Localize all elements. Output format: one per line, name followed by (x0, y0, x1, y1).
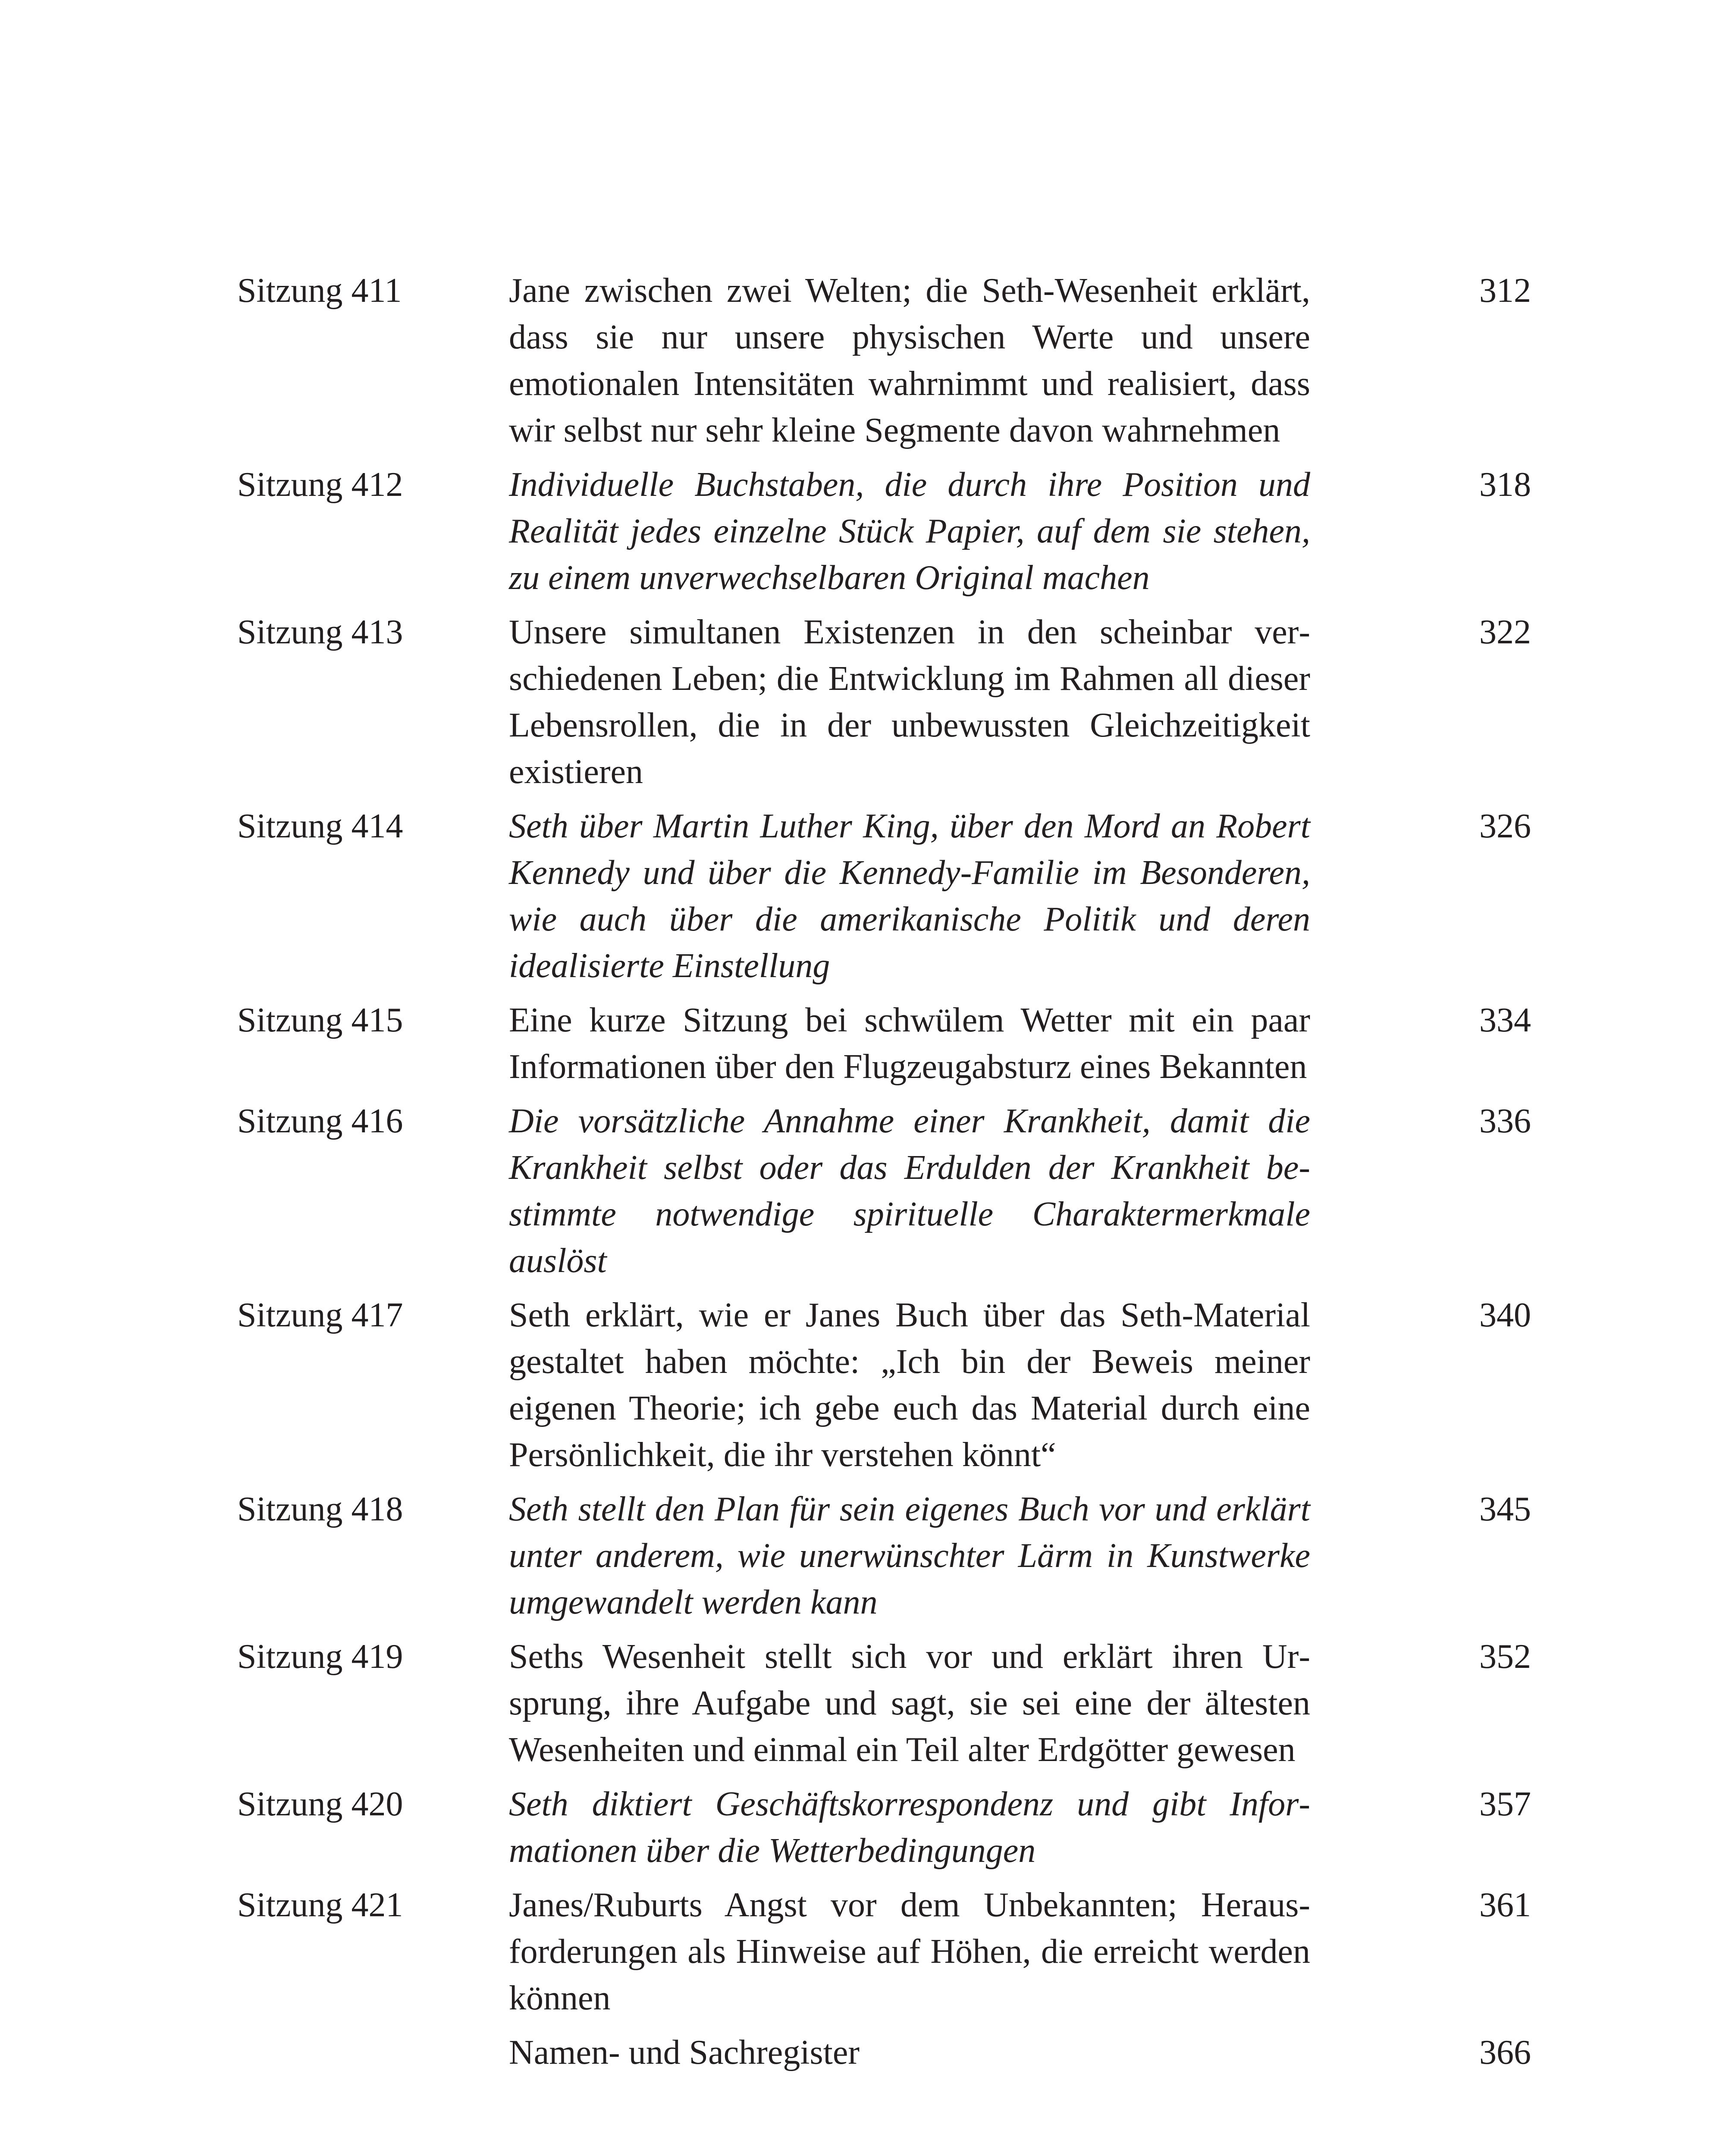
page-number: 326 (1479, 807, 1531, 845)
session-label: Sitzung 419 (237, 1638, 403, 1676)
entry-description: Seth stellt den Plan für sein eigenes Buch vor und erklärt unter anderem, wie unerwünschter Lärm in Kunstwerke umgewandelt werden kann (509, 1490, 1310, 1621)
entry-description: Individuelle Buchstaben, die durch ihre Position und Realität jedes einzelne Stück Papier, auf dem sie stehen, zu einem unverwechselbaren Original machen (509, 466, 1310, 597)
entry-description: Seth über Martin Luther King, über den Mord an Robert Kennedy und über die Kennedy-Familie im Besonderen, wie auch über die amerikanische Politik und deren idealisierte Einstellung (509, 807, 1310, 985)
toc-entry-412[interactable] (237, 461, 1531, 601)
toc-entry-418[interactable] (237, 1486, 1531, 1626)
page-number: 340 (1479, 1296, 1531, 1334)
page-number: 318 (1479, 466, 1531, 504)
session-label: Sitzung 418 (237, 1490, 403, 1528)
entry-description: Jane zwischen zwei Welten; die Seth-Wesenheit erklärt, dass sie nur unsere physischen Werte und unsere emotionalen Intensitäten wahrnimmt und realisiert, dass wir selbst nur sehr kleine Segmente davon wahrnehmen (509, 272, 1310, 449)
page-number: 361 (1479, 1886, 1531, 1924)
toc-entry-416[interactable] (237, 1098, 1531, 1284)
page-number: 357 (1479, 1785, 1531, 1823)
entry-description: Eine kurze Sitzung bei schwülem Wetter mit ein paar Informationen über den Flugzeugabsturz eines Bekannten (509, 1001, 1310, 1086)
entry-description: Unsere simultanen Existenzen in den scheinbar verschiedenen Leben; die Entwicklung im Rahmen all dieser Lebensrollen, die in der unbewussten Gleichzeitigkeit existieren (509, 613, 1310, 791)
page-number: 366 (1479, 2034, 1531, 2071)
table-of-contents (237, 267, 1531, 2084)
session-label: Sitzung 417 (237, 1296, 403, 1334)
page-number: 312 (1479, 272, 1531, 310)
session-label: Sitzung 412 (237, 466, 403, 504)
page-number: 334 (1479, 1001, 1531, 1039)
toc-entry-415[interactable] (237, 997, 1531, 1090)
session-label: Sitzung 416 (237, 1102, 403, 1140)
entry-description: Janes/Ruburts Angst vor dem Unbekannten; Herausforderungen als Hinweise auf Höhen, die erreicht werden können (509, 1886, 1310, 2017)
toc-entry-419[interactable] (237, 1633, 1531, 1773)
toc-entry-417[interactable] (237, 1292, 1531, 1478)
toc-entry-420[interactable] (237, 1781, 1531, 1874)
session-label: Sitzung 411 (237, 272, 402, 310)
session-label: Sitzung 415 (237, 1001, 403, 1039)
page-number: 345 (1479, 1490, 1531, 1528)
session-label: Sitzung 421 (237, 1886, 403, 1924)
session-label: Sitzung 414 (237, 807, 403, 845)
entry-description: Die vorsätzliche Annahme einer Krankheit, damit die Krankheit selbst oder das Erdulden der Krankheit bestimmte notwendige spirituelle Charaktermerkmale auslöst (509, 1102, 1310, 1280)
toc-entry-413[interactable] (237, 609, 1531, 795)
entry-description: Namen- und Sachregister (509, 2034, 860, 2071)
entry-description: Seths Wesenheit stellt sich vor und erklärt ihren Ursprung, ihre Aufgabe und sagt, sie sei eine der ältesten Wesenheiten und einmal ein Teil alter Erdgötter gewesen (509, 1638, 1310, 1769)
session-label: Sitzung 413 (237, 613, 403, 651)
entry-description: Seth erklärt, wie er Janes Buch über das Seth-Material gestaltet haben möchte: „Ich bin der Beweis meiner eigenen Theorie; ich gebe euch das Material durch eine Persönlichkeit, die ihr verstehen könnt“ (509, 1296, 1310, 1474)
page-number: 336 (1479, 1102, 1531, 1140)
session-label: Sitzung 420 (237, 1785, 403, 1823)
toc-entry-411[interactable] (237, 267, 1531, 454)
page-number: 322 (1479, 613, 1531, 651)
toc-entry-index[interactable] (237, 2029, 1531, 2076)
page-number: 352 (1479, 1638, 1531, 1676)
entry-description: Seth diktiert Geschäftskorrespondenz und gibt Informationen über die Wetterbedingungen (509, 1785, 1310, 1870)
toc-entry-414[interactable] (237, 803, 1531, 989)
toc-entry-421[interactable] (237, 1882, 1531, 2021)
